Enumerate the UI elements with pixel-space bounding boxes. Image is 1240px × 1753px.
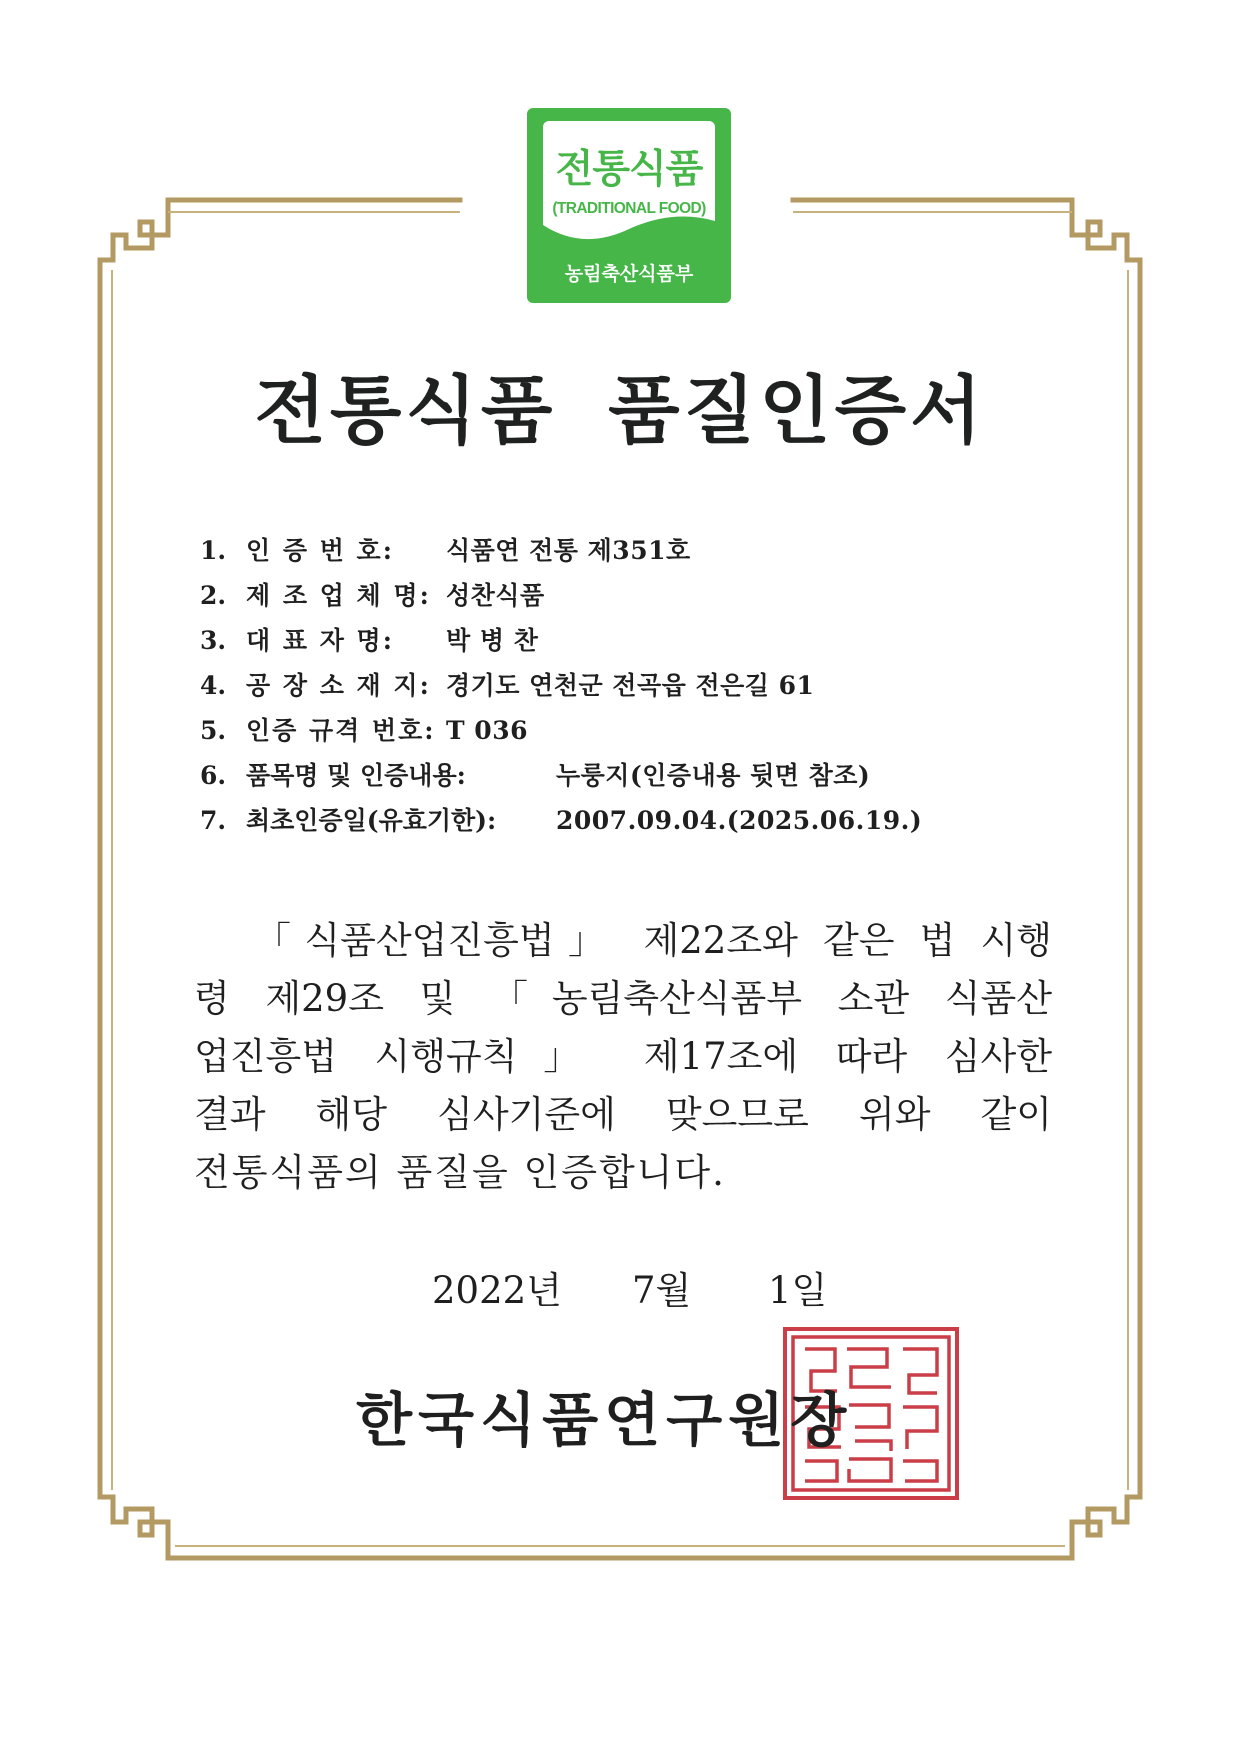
info-label: 대 표 자 명:: [246, 626, 394, 655]
statement-line: 「식품산업진흥법」 제22조와 같은 법 시행: [254, 919, 1052, 962]
info-value: 박 병 찬: [446, 626, 539, 655]
info-row: [200, 753, 1100, 798]
certification-statement: [194, 912, 1052, 1202]
info-value: 경기도 연천군 전곡읍 전은길 61: [446, 671, 815, 700]
info-number: 3.: [200, 626, 227, 655]
info-row: [200, 618, 1100, 663]
info-label: 제 조 업 체 명:: [246, 581, 431, 610]
issue-year: 2022년: [432, 1269, 562, 1312]
info-label: 인증 규격 번호:: [246, 716, 436, 745]
info-label: 최초인증일(유효기한):: [246, 806, 497, 835]
info-label: 공 장 소 재 지:: [246, 671, 431, 700]
logo-sub-text: (TRADITIONAL FOOD): [552, 200, 706, 217]
info-row: [200, 708, 1100, 753]
info-number: 4.: [200, 671, 227, 700]
info-row: [200, 663, 1100, 708]
issue-day: 1일: [768, 1269, 828, 1312]
logo-main-text: 전통식품: [555, 147, 703, 192]
info-number: 7.: [200, 806, 227, 835]
statement-line: 업진흥법 시행규칙」 제17조에 따라 심사한: [194, 1035, 1052, 1078]
info-number: 6.: [200, 761, 227, 790]
issue-month: 7월: [632, 1269, 692, 1312]
statement-line: 전통식품의 품질을 인증합니다.: [194, 1151, 726, 1194]
info-value: 누룽지(인증내용 뒷면 참조): [556, 761, 871, 790]
statement-line: 결과 해당 심사기준에 맞으므로 위와 같이: [194, 1093, 1052, 1136]
info-number: 5.: [200, 716, 227, 745]
info-value: 식품연 전통 제351호: [446, 536, 691, 565]
statement-line: 령 제29조 및 「농림축산식품부 소관 식품산: [194, 977, 1052, 1020]
info-value: 성찬식품: [446, 581, 545, 610]
info-label: 인 증 번 호:: [246, 536, 394, 565]
certificate-info: [200, 528, 1100, 843]
info-number: 1.: [200, 536, 227, 565]
info-value: T 036: [446, 716, 528, 745]
info-row: [200, 573, 1100, 618]
info-row: [200, 528, 1100, 573]
info-label: 품목명 및 인증내용:: [246, 761, 466, 790]
info-value: 2007.09.04.(2025.06.19.): [556, 806, 923, 835]
issuer-name: 한국식품연구원장: [356, 1386, 853, 1454]
logo-ministry-text: 농림축산식품부: [564, 263, 694, 285]
traditional-food-logo: [527, 108, 731, 303]
info-number: 2.: [200, 581, 227, 610]
certificate-title: 전통식품 품질인증서: [254, 368, 986, 454]
info-row: [200, 798, 1100, 843]
issue-date: [0, 1260, 1240, 1310]
